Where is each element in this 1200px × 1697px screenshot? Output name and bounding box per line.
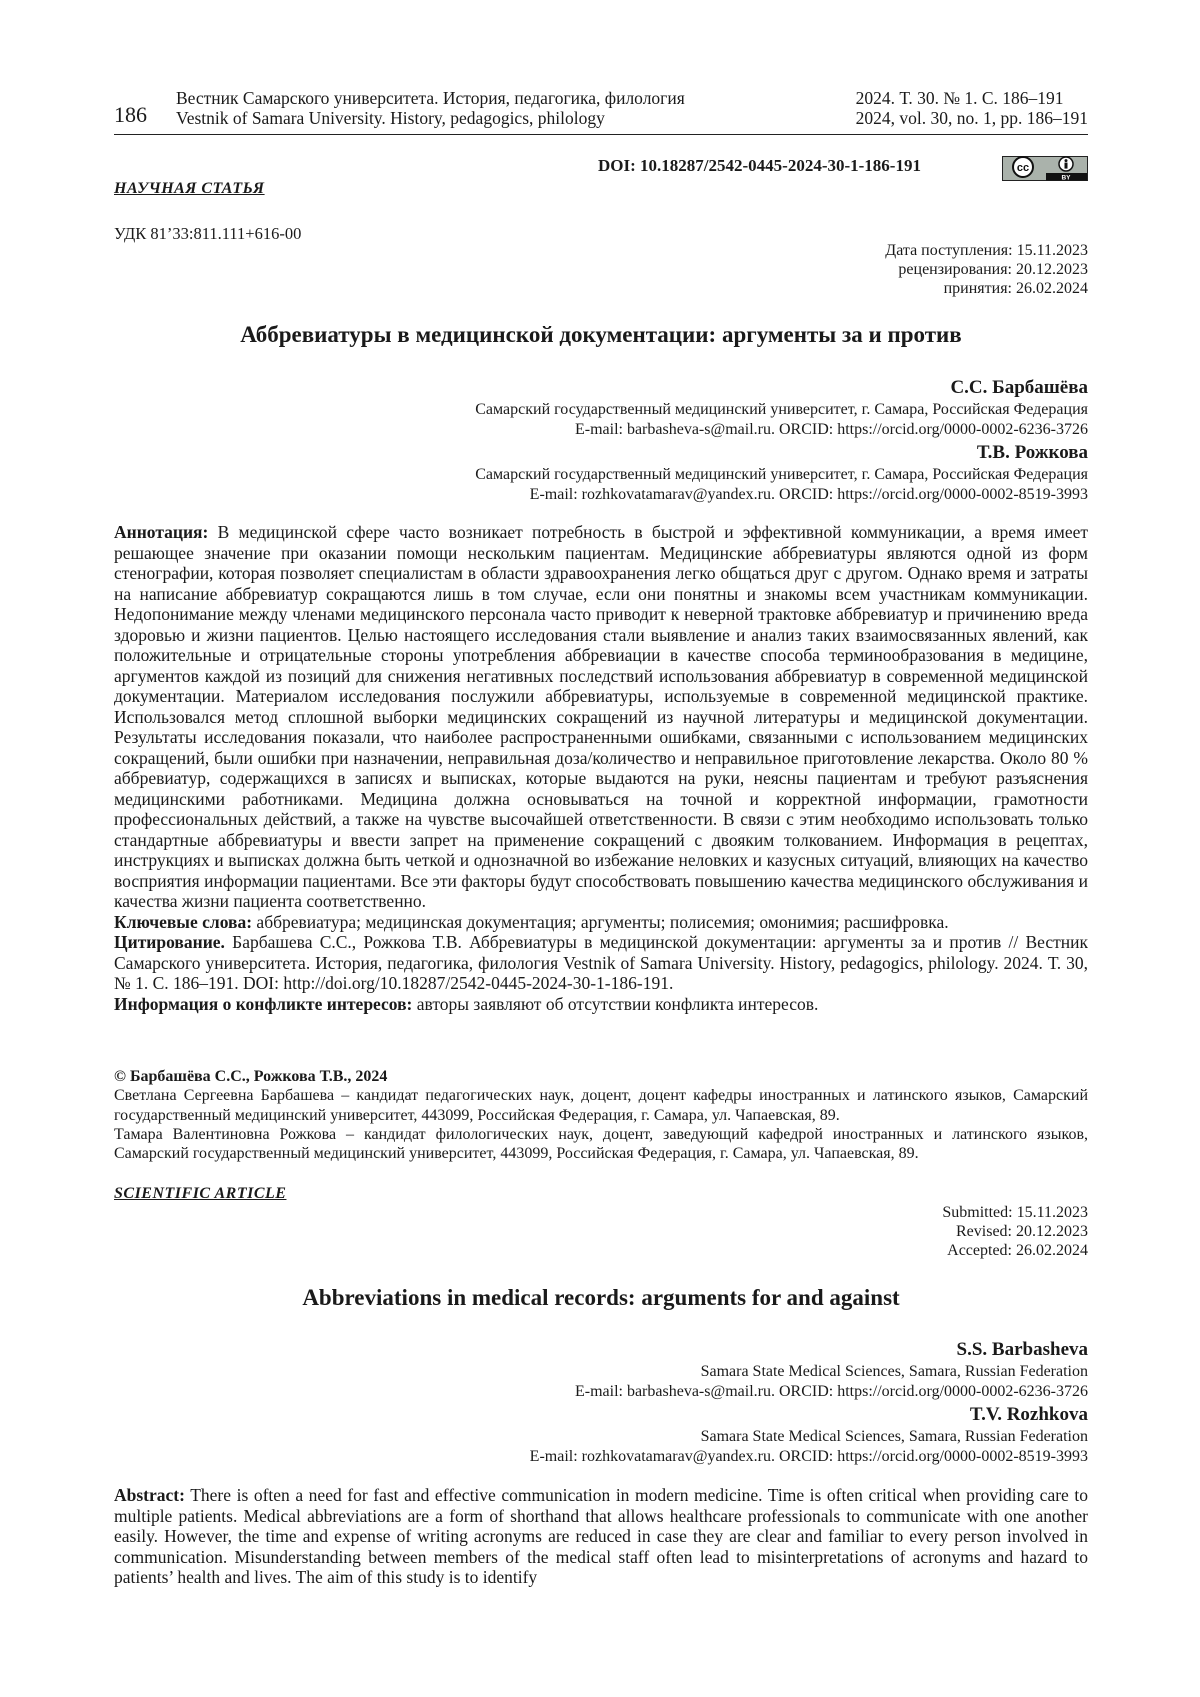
author-name-2-en: T.V. Rozhkova: [969, 1404, 1088, 1425]
date-submitted-ru: Дата поступления: 15.11.2023: [885, 242, 1088, 259]
date-revised-en: Revised: 20.12.2023: [956, 1223, 1088, 1240]
dates-ru: [885, 241, 1088, 298]
abstract-text-en: There is often a need for fast and effective communication in modern medicine. Time is often critical when providing care to multiple patients. Medical abbreviations are a form of shorthand that allows healthcare professionals to communicate with one another easily. However, the time and expense of writing acronyms are reduced in case they are clear and familiar to every person involved in communication. Misunderstanding between members of the medical staff often lead to misinterpretations of acronyms and hazard to patients’ health and lives. The aim of this study is to identify: [114, 1485, 1088, 1587]
dates-en: [942, 1203, 1088, 1260]
article-title-ru: Аббревиатуры в медицинской документации: аргументы за и против: [240, 322, 962, 347]
keywords-text-ru: аббревиатура; медицинская документация; аргументы; полисемия; омонимия; расшифровка.: [252, 911, 949, 932]
article-type-ru: НАУЧНАЯ СТАТЬЯ: [114, 180, 265, 197]
page-number: 186: [114, 102, 147, 127]
keywords-label-ru: Ключевые слова:: [114, 911, 253, 932]
author-affiliation-1-ru: Самарский государственный медицинский университет, г. Самара, Российская Федерация: [475, 401, 1088, 418]
author-name-1-ru: С.С. Барбашёва: [950, 377, 1088, 398]
author-name-2-ru: Т.В. Рожкова: [976, 442, 1088, 463]
issue-info-ru: 2024. Т. 30. № 1. С. 186–191: [855, 88, 1064, 108]
authors-en: [530, 1337, 1088, 1467]
journal-name: [176, 88, 685, 128]
author-contact-1-en[interactable]: E-mail: barbasheva-s@mail.ru. ORCID: https://orcid.org/0000-0002-6236-3726: [574, 1383, 1088, 1400]
cc-badge-text: cc: [1016, 162, 1030, 174]
conflict-ru: [114, 994, 1088, 1015]
date-reviewed-ru: рецензирования: 20.12.2023: [898, 261, 1088, 278]
udk-code: УДК 81’33:811.111+616-00: [114, 224, 302, 243]
issue-info-en: 2024, vol. 30, no. 1, pp. 186–191: [855, 108, 1088, 128]
issue-info: [856, 88, 1088, 128]
cc-by-license-icon: [1002, 156, 1088, 181]
journal-name-en: Vestnik of Samara University. History, pedagogics, philology: [176, 108, 605, 128]
author-affiliation-1-en: Samara State Medical Sciences, Samara, Russian Federation: [700, 1363, 1088, 1380]
conflict-text-ru: авторы заявляют об отсутствии конфликта интересов.: [412, 993, 819, 1014]
conflict-label-ru: Информация о конфликте интересов:: [114, 993, 413, 1014]
author-contact-2-ru[interactable]: E-mail: rozhkovatamarav@yandex.ru. ORCID: https://orcid.org/0000-0002-8519-3993: [529, 486, 1088, 503]
abstract-label-en: Abstract:: [114, 1485, 185, 1505]
author-contact-2-en[interactable]: E-mail: rozhkovatamarav@yandex.ru. ORCID: https://orcid.org/0000-0002-8519-3993: [529, 1448, 1088, 1465]
abstract-ru: [114, 522, 1088, 912]
author-affiliation-2-ru: Самарский государственный медицинский университет, г. Самара, Российская Федерация: [475, 466, 1088, 483]
running-header: [114, 88, 1088, 135]
article-type-en: SCIENTIFIC ARTICLE: [114, 1185, 287, 1202]
abstract-text-ru: В медицинской сфере часто возникает потребность в быстрой и эффективной коммуникации, а время имеет решающее значение при оказании помощи нескольким пациентам. Медицинские аббревиатуры являются одной из форм стенографии, которая позволяет специалистам в области здравоохранения легко общаться друг с другом. Однако время и затраты на написание аббревиатур сокращаются лишь в том случае, если они понятны и знакомы всем участникам коммуникации. Недопонимание между членами медицинского персонала часто приводит к неверной трактовке аббревиатур и причинению вреда здоровью и жизни пациентов. Целью настоящего исследования стали выявление и анализ таких взаимосвязанных явлений, как положительные и отрицательные стороны употребления аббревиации в качестве способа терминообразования в медицине, аргументов каждой из позиций для снижения негативных последствий использования аббревиатур в современной медицинской документации. Материалом исследования послужили аббревиатуры, используемые в современной медицинской практике. Использовался метод сплошной выборки медицинских сокращений из научной литературы и медицинской документации. Результаты исследования показали, что наиболее распространенными ошибками, связанными с использованием медицинских сокращений, были ошибки при назначении, неправильная доза/количество и неправильное приготовление лекарства. Около 80 % аббревиатур, содержащихся в записях и выписках, которые выдаются на руки, неясны пациентам и требуют разъяснения медицинскими работниками. Медицина должна основываться на точной и корректной информации, грамотности профессиональных действий, а также на чувстве высочайшей ответственности. В связи с этим необходимо использовать только стандартные аббревиатуры и ввести запрет на применение сокращений с двояким толкованием. Информация в рецептах, инструкциях и выписках должна быть четкой и однозначной во избежание неловких и казусных ситуаций, влияющих на качество восприятия информации пациентами. Все эти факторы будут способствовать повышению качества медицинского обслуживания и качества жизни пациента соответственно.: [114, 522, 1088, 911]
author-info-1: Светлана Сергеевна Барбашева – кандидат педагогических наук, доцент, доцент кафедры иностранных и латинского языков, Самарский государственный медицинский университет, 443099, Российская Федерация, г. Самара, ул. Чапаевская, 89.: [114, 1087, 1088, 1124]
copyright-line: © Барбашёва С.С., Рожкова Т.В., 2024: [114, 1068, 388, 1085]
by-badge-text: BY: [1061, 174, 1071, 181]
abstract-en: [114, 1485, 1088, 1588]
keywords-ru: [114, 912, 1088, 933]
citation-text-ru: Барбашева С.С., Рожкова Т.В. Аббревиатуры в медицинской документации: аргументы за и против // Вестник Самарского университета. История, педагогика, филология Vestnik of Samara University. History, pedagogics, philology. 2024. Т. 30, № 1. С. 186–191. DOI: http://doi.org/10.18287/2542-0445-2024-30-1-186-191.: [114, 932, 1088, 993]
copyright-block: [114, 1067, 1088, 1163]
authors-ru: [475, 375, 1088, 505]
author-name-1-en: S.S. Barbasheva: [956, 1339, 1088, 1360]
author-affiliation-2-en: Samara State Medical Sciences, Samara, Russian Federation: [700, 1428, 1088, 1445]
article-title-en: Abbreviations in medical records: arguments for and against: [302, 1285, 900, 1310]
date-accepted-ru: принятия: 26.02.2024: [943, 280, 1088, 297]
author-contact-1-ru[interactable]: E-mail: barbasheva-s@mail.ru. ORCID: https://orcid.org/0000-0002-6236-3726: [574, 421, 1088, 438]
date-submitted-en: Submitted: 15.11.2023: [942, 1204, 1088, 1221]
citation-ru: [114, 932, 1088, 994]
abstract-block-en: [114, 1485, 1088, 1588]
author-info-2: Тамара Валентиновна Рожкова – кандидат филологических наук, доцент, заведующий кафедрой иностранных и латинского языков, Самарский государственный медицинский университет, 443099, Российская Федерация, г. Самара, ул. Чапаевская, 89.: [114, 1125, 1088, 1163]
abstract-block-ru: [114, 522, 1088, 1014]
abstract-label-ru: Аннотация:: [114, 522, 209, 542]
doi-line[interactable]: DOI: 10.18287/2542-0445-2024-30-1-186-191: [598, 156, 921, 175]
journal-name-ru: Вестник Самарского университета. История, педагогика, филология: [176, 88, 685, 108]
citation-label-ru: Цитирование.: [114, 932, 225, 952]
date-accepted-en: Accepted: 26.02.2024: [947, 1242, 1088, 1259]
